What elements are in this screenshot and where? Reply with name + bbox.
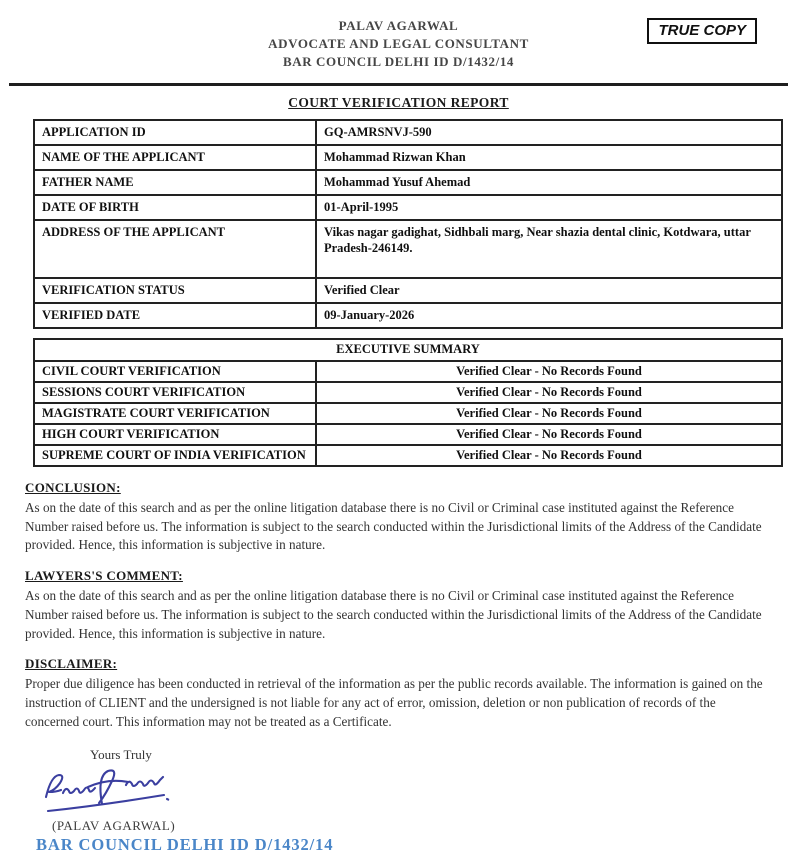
row-value: Verified Clear	[316, 278, 782, 303]
executive-summary-table	[33, 338, 783, 467]
executive-summary-title: EXECUTIVE SUMMARY	[34, 339, 782, 361]
table-row	[34, 361, 782, 382]
disclaimer-text: Proper due diligence has been conducted in retrieval of the information as per the public records available. The information is gained on the instruction of CLIENT and the undersigned is not liable for any act of error, omission, deletion or non publication of records of the concerned court. This information may not be treated as a Certificate.	[25, 676, 763, 729]
table-row-address	[34, 220, 782, 278]
table-row	[34, 382, 782, 403]
row-value: Mohammad Rizwan Khan	[316, 145, 782, 170]
executive-summary-header-row	[34, 339, 782, 361]
row-value: Verified Clear - No Records Found	[316, 382, 782, 403]
row-value: Mohammad Yusuf Ahemad	[316, 170, 782, 195]
table-row	[34, 445, 782, 466]
row-value: Vikas nagar gadighat, Sidhbali marg, Near shazia dental clinic, Kotdwara, uttar Pradesh-246149.	[316, 220, 782, 278]
row-label: DATE OF BIRTH	[34, 195, 316, 220]
row-label: HIGH COURT VERIFICATION	[34, 424, 316, 445]
table-row	[34, 403, 782, 424]
table-row	[34, 424, 782, 445]
table-row	[34, 278, 782, 303]
table-row	[34, 145, 782, 170]
lawyers-comment-section	[25, 568, 769, 643]
row-label: ADDRESS OF THE APPLICANT	[34, 220, 316, 278]
table-row	[34, 120, 782, 145]
table-row	[34, 303, 782, 328]
row-value: Verified Clear - No Records Found	[316, 361, 782, 382]
signature-ink-icon	[38, 766, 178, 818]
handwritten-signature	[38, 766, 797, 818]
table-row	[34, 170, 782, 195]
row-label: FATHER NAME	[34, 170, 316, 195]
row-label: NAME OF THE APPLICANT	[34, 145, 316, 170]
disclaimer-section	[25, 656, 769, 731]
row-label: CIVIL COURT VERIFICATION	[34, 361, 316, 382]
row-label: VERIFICATION STATUS	[34, 278, 316, 303]
table-row	[34, 195, 782, 220]
advocate-designation: ADVOCATE AND LEGAL CONSULTANT	[268, 36, 529, 51]
bar-council-id: BAR COUNCIL DELHI ID D/1432/14	[282, 54, 515, 69]
true-copy-stamp: TRUE COPY	[647, 18, 757, 44]
row-value: Verified Clear - No Records Found	[316, 424, 782, 445]
closing-salutation: Yours Truly	[90, 746, 152, 762]
row-label: VERIFIED DATE	[34, 303, 316, 328]
page-title: COURT VERIFICATION REPORT	[288, 95, 509, 110]
conclusion-text: As on the date of this search and as per the online litigation database there is no Civil or Criminal case instituted against the Reference Number raised before us. The information is subject to the search conducted within the Jurisdictional limits of the Address of the Candidate provided. Hence, this information is subjective in nature.	[25, 500, 762, 553]
conclusion-section	[25, 480, 769, 555]
row-label: SESSIONS COURT VERIFICATION	[34, 382, 316, 403]
row-label: APPLICATION ID	[34, 120, 316, 145]
lawyers-comment-text: As on the date of this search and as per the online litigation database there is no Civil or Criminal case instituted against the Reference Number raised before us. The information is subject to the search conducted within the Jurisdictional limits of the Address of the Candidate provided. Hence, this information is subjective in nature.	[25, 588, 762, 641]
row-value: 01-April-1995	[316, 195, 782, 220]
signer-bar-council-id: BAR COUNCIL DELHI ID D/1432/14	[36, 834, 334, 854]
conclusion-heading: CONCLUSION:	[25, 480, 121, 495]
row-value: GQ-AMRSNVJ-590	[316, 120, 782, 145]
applicant-details-table	[33, 119, 783, 329]
row-value: Verified Clear - No Records Found	[316, 403, 782, 424]
disclaimer-heading: DISCLAIMER:	[25, 656, 118, 672]
row-value: 09-January-2026	[316, 303, 782, 328]
row-label: SUPREME COURT OF INDIA VERIFICATION	[34, 445, 316, 466]
row-value: Verified Clear - No Records Found	[316, 445, 782, 466]
header-divider	[9, 83, 788, 86]
signer-name: (PALAV AGARWAL)	[52, 817, 176, 833]
row-label: MAGISTRATE COURT VERIFICATION	[34, 403, 316, 424]
lawyers-comment-heading: LAWYERS'S COMMENT:	[25, 568, 183, 584]
advocate-name: PALAV AGARWAL	[338, 18, 459, 33]
